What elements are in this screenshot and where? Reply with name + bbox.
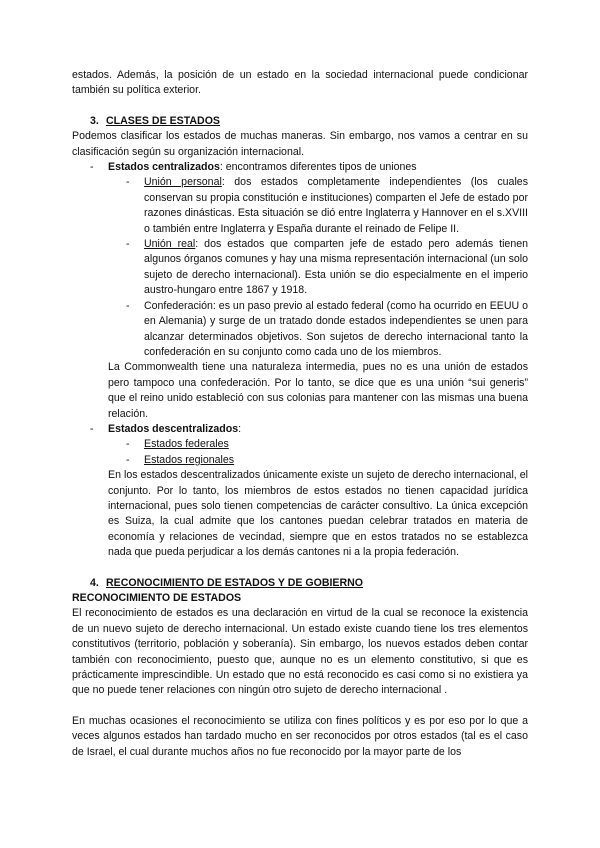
centralizados-text: : encontramos diferentes tipos de uniones bbox=[219, 161, 417, 174]
confederacion-text: Confederación: es un paso previo al estado federal (como ha ocurrido en EEUU o en Alemania) y surge de un tratado donde estados independientes se unen para alcanzar determinados objetivos. Son sujetos de derecho internacional tanto la confederación en su conjunto como cada uno de los miembros. bbox=[144, 299, 528, 358]
union-personal-term: Unión personal bbox=[144, 176, 222, 189]
descentralizados-note: En los estados descentralizados únicamente existe un sujeto de derecho internacional, el conjunto. Por lo tanto, los miembros de estos estados no tienen capacidad jurídica internacional, pues solo tienen competencias de carácter consultivo. La única excepción es Suiza, la cual admite que los cantones puedan celebrar tratados en materia de economía y relaciones de vecindad, siempre que en estos tratados no se establezca nada que pueda perjudicar a los demás cantones ni a la propia federación. bbox=[108, 469, 528, 559]
estados-regionales-label: Estados regionales bbox=[144, 453, 235, 466]
section-3-number: 3. bbox=[90, 114, 99, 127]
intro-paragraph: estados. Además, la posición de un estado en la sociedad internacional puede condicionar también su política exterior. bbox=[72, 69, 528, 97]
section-4-subtitle: RECONOCIMIENTO DE ESTADOS bbox=[72, 592, 242, 604]
list-item-union-real bbox=[72, 237, 528, 299]
descentralizados-colon: : bbox=[238, 422, 242, 435]
document-page bbox=[72, 68, 528, 760]
list-item-descentralizados bbox=[72, 422, 528, 437]
dash-bullet: - bbox=[126, 238, 130, 251]
descentralizados-label: Estados descentralizados bbox=[108, 422, 239, 435]
dash-bullet: - bbox=[90, 161, 94, 174]
estados-federales-label: Estados federales bbox=[144, 438, 229, 451]
list-item-estados-federales bbox=[72, 437, 528, 452]
section-4-title: RECONOCIMIENTO DE ESTADOS Y DE GOBIERNO bbox=[106, 576, 364, 589]
union-personal-text: : dos estados completamente independientes (los cuales conservan su propia constitución e instituciones) comparten el Jefe de estado por razones dinásticas. Esta situación se dió entre Inglaterra y Hannover en el s.XVIII o también entre Inglaterra y España durante el reinado de Felipe II. bbox=[144, 176, 528, 235]
list-item-confederacion bbox=[72, 299, 528, 361]
dash-bullet: - bbox=[126, 453, 130, 466]
section-4-heading bbox=[72, 576, 528, 591]
dash-bullet: - bbox=[90, 422, 94, 435]
list-item-union-personal bbox=[72, 175, 528, 237]
section-3-title: CLASES DE ESTADOS bbox=[106, 114, 220, 127]
section-4-paragraph-1: El reconocimiento de estados es una declaración en virtud de la cual se reconoce la existencia de un nuevo sujeto de derecho internacional. Un estado existe cuando tiene los tres elementos constitutivos (territorio, población y soberanía). Sin embargo, los nuevos estados deben contar también con reconocimiento, puesto que, aunque no es un elemento constitutivo, si que es prácticamente imprescindible. Un estado que no está reconocido es casi como si no existiera ya que no puede tener relaciones con ningún otro sujeto de derecho internacional . bbox=[72, 607, 528, 697]
section-4-paragraph-2: En muchas ocasiones el reconocimiento se utiliza con fines políticos y es por eso por lo que a veces algunos estados han tardado mucho en ser reconocidos por otros estados (tal es el caso de Israel, el cual durante muchos años no fue reconocido por la mayor parte de los bbox=[72, 714, 528, 758]
list-item-estados-regionales bbox=[72, 453, 528, 468]
dash-bullet: - bbox=[126, 438, 130, 451]
union-real-term: Unión real bbox=[144, 238, 196, 251]
dash-bullet: - bbox=[126, 176, 130, 189]
commonwealth-note: La Commonwealth tiene una naturaleza intermedia, pues no es una unión de estados pero tampoco una confederación. Por lo tanto, se dice que es una unión “sui generis” que el reino unido estableció con sus colonias para mantener con las mismas una buena relación. bbox=[108, 361, 528, 420]
centralizados-label: Estados centralizados bbox=[108, 161, 220, 174]
section-4-number: 4. bbox=[90, 576, 99, 589]
section-3-heading bbox=[72, 114, 528, 129]
union-real-text: : dos estados que comparten jefe de estado pero además tienen algunos órganos comunes y hay una misma representación internacional (un solo sujeto de derecho internacional). Esta unión se dio especialmente en el imperio austro-hungaro entre 1867 y 1918. bbox=[144, 238, 528, 297]
section-3-intro: Podemos clasificar los estados de muchas maneras. Sin embargo, nos vamos a centrar en su clasificación según su organización internacional. bbox=[72, 130, 528, 158]
dash-bullet: - bbox=[126, 299, 130, 312]
list-item-centralizados bbox=[72, 160, 528, 175]
